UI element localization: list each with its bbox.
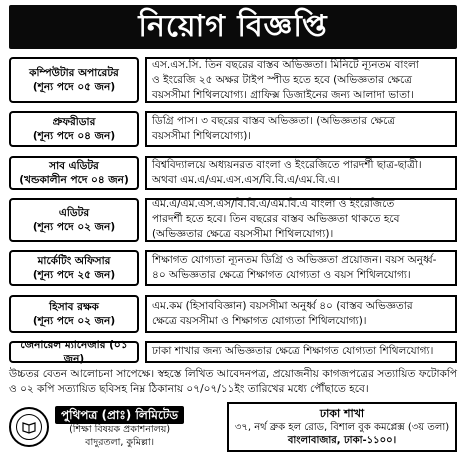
job-requirements-box (145, 156, 457, 190)
company-text (55, 406, 184, 449)
job-row-marketing-officer (9, 250, 457, 286)
job-requirements-box (145, 111, 457, 147)
job-position: কম্পিউটার অপারেটর (29, 67, 119, 79)
job-title-box (9, 57, 139, 103)
requirement-line: এস.এস.সি. তিন বছরের বাস্তব অভিজ্ঞতা। মিনিটে ন্যূনতম বাংলা (152, 58, 419, 71)
branch-city: বাংলাবাজার, ঢাকা-১১০০। (287, 435, 397, 446)
job-title-box (9, 295, 139, 333)
job-title-box (9, 338, 139, 365)
job-vacancy: (শূন্য পদে ০৫ জন) (32, 81, 116, 93)
job-list (9, 57, 457, 363)
job-title-box (9, 198, 139, 242)
job-vacancy: (খন্ডকালীন পদে ০৪ জন) (19, 173, 129, 186)
job-position: জেনারেল ম্যানেজার (০১ জন) (20, 338, 128, 365)
job-requirements-box (145, 341, 457, 363)
page-title: নিয়োগ বিজ্ঞপ্তি (138, 9, 328, 44)
requirement-line: ক্ষেত্রে বয়সসীমা ও শিক্ষাগত যোগ্যতা শিথিলযোগ্য)। (152, 314, 367, 327)
branch-box (227, 402, 457, 452)
job-requirements-box (145, 250, 457, 286)
requirement-line: ও ইংরেজি ২৫ অক্ষর টাইপ স্পীড হতে হবে (অভিজ্ঞতার ক্ষেত্রে (152, 73, 412, 86)
requirement-line: অথবা এম.এ/এম.এস.এস/বি.বি.এ/এম.বি.এ। (152, 173, 340, 186)
requirement-line: পারদর্শী হতে হবে। তিন বছরের বাস্তব অভিজ্ঞতা থাকতে হবে (152, 213, 400, 226)
company-address: বাদুরতলা, কুমিল্লা। (85, 436, 154, 448)
company-name: পুথিপত্র (প্রাঃ) লিমিটেড (55, 406, 184, 424)
requirement-line: বিশ্ববিদ্যালয়ে অধ্যয়নরত বাংলা ও ইংরেজিতে পারদর্শী ছাত্র-ছাত্রী। (152, 158, 422, 171)
job-title-box (9, 111, 139, 147)
application-instructions (9, 367, 457, 397)
job-row-sub-editor (9, 156, 457, 190)
title-banner (9, 5, 457, 49)
job-title-box (9, 250, 139, 286)
requirement-line: ডিগ্রি পাস। ৩ বছরের বাস্তব অভিজ্ঞতা। (অভিজ্ঞতার ক্ষেত্রে (152, 115, 396, 128)
job-position: সাব এডিটর (49, 159, 99, 172)
instruction-line: ফটোকপি ও ০২ কপি সত্যায়িত ছবিসহ নিম্ন ঠিকানায় ০৭/০৭/১১ইং তারিখের মধ্যে পৌঁছাতে হবে। (9, 368, 457, 395)
branch-title: ঢাকা শাখা (319, 407, 365, 420)
job-vacancy: (শূন্য পদে ২৫ জন) (32, 269, 116, 282)
requirement-line: (অভিজ্ঞতার ক্ষেত্রে বয়সসীমা শিথিলযোগ্য)। (152, 228, 334, 241)
requirement-line: বয়সসীমা শিথিলযোগ্য)। (152, 130, 252, 143)
job-position: হিসাব রক্ষক (49, 300, 99, 313)
job-row-general-manager (9, 338, 457, 365)
branch-address: ৩৭, নর্থ ব্রুক হল রোড, বিশাল বুক কমপ্লেক্স (৩য় তলা) (234, 422, 450, 433)
company-block (9, 402, 221, 452)
requirement-line: ঢাকা শাখার জন্য অভিজ্ঞতার ক্ষেত্রে শিক্ষাগত যোগ্যতা শিথিলযোগ্য। (152, 345, 434, 358)
book-icon (21, 419, 37, 435)
job-row-computer-operator (9, 57, 457, 103)
job-requirements-box (145, 198, 457, 242)
requirement-line: শিক্ষাগত যোগ্যতা ন্যূনতম ডিগ্রি ও অভিজ্ঞতা প্রয়োজন। বয়স অনুর্ধ্ব- (152, 254, 437, 267)
job-row-accountant (9, 295, 457, 333)
job-row-proofreader (9, 111, 457, 147)
contact-section (9, 402, 457, 452)
job-position: এডিটর (58, 206, 90, 219)
job-vacancy: (শূন্য পদে ০২ জন) (32, 314, 116, 327)
company-logo-icon (9, 407, 49, 447)
job-requirements-box (145, 57, 457, 103)
job-requirements-box (145, 295, 457, 333)
requirement-line: এম.এ/এম.এস.এস/বি.বি.এ/এম.বি.এ বাংলা ও ইংরেজিতে (152, 198, 395, 211)
job-vacancy: (শূন্য পদে ০২ জন) (32, 220, 116, 233)
requirement-line: বয়সসীমা শিথিলযোগ্য। গ্রাফিক্স ডিজাইনের জন্য আলাদা ভাতা। (152, 88, 414, 101)
job-position: মার্কেটিং অফিসার (37, 255, 111, 268)
requirement-line: এম.কম (হিসাববিজ্ঞান) বয়সসীমা অনুর্ধ্ব ৪০ (বাস্তব অভিজ্ঞতার (152, 299, 413, 312)
requirement-line: ৪০ অভিজ্ঞতার ক্ষেত্রে শিক্ষাগত যোগ্যতা ও বয়স শিথিলযোগ্য। (152, 269, 411, 282)
job-position: প্রুফরীডার (52, 116, 96, 129)
job-title-box (9, 156, 139, 190)
job-row-editor (9, 198, 457, 242)
job-vacancy: (শূন্য পদে ০৪ জন) (32, 130, 116, 143)
company-subtitle: (শিক্ষা বিষয়ক প্রকাশনালয়) (69, 423, 171, 435)
instruction-line: উচ্চতর বেতন আলোচনা সাপেক্ষে। স্বহস্তে লিখিত আবেদনপত্র, প্রয়োজনীয় কাগজপত্রের সত্যায়িত (9, 368, 416, 380)
